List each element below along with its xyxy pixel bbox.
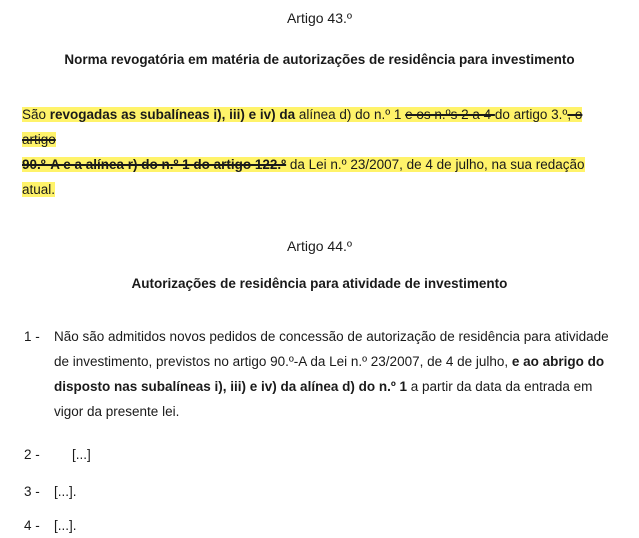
item-text: [...].: [54, 518, 77, 533]
item-number: 4 -: [24, 518, 40, 533]
highlight-line-1: São revogadas as subalíneas i), iii) e iv) da alínea d) do n.º 1 e os n.ºs 2 a 4 do artigo 3.º, o artigo 90.º-A e a alínea r) do n.º 1 do artigo 122.º da Lei n.º 23/2007, de 4 de julho, na sua redação atual.: [22, 107, 585, 197]
article-43-number: Artigo 43.º: [286, 10, 353, 26]
item-number: 2 -: [24, 447, 40, 462]
struck-text: , o artigo: [22, 107, 583, 147]
item-number: 1 -: [24, 329, 40, 344]
item-text: Não são admitidos novos pedidos de concessão de autorização de residência para atividade de investimento, previstos no artigo 90.º-A da Lei n.º 23/2007, de 4 de julho, e ao abrigo do disposto nas subalíneas i), iii) e iv) da alínea d) do n.º 1 a partir da data da entrada em vigor da presente lei.: [54, 329, 609, 419]
struck-text: e os n.ºs 2 a 4: [405, 107, 495, 122]
item-text: [...].: [54, 484, 77, 499]
article-44-title: Autorizações de residência para atividade de investimento: [131, 276, 508, 291]
item-number: 3 -: [24, 484, 40, 499]
article-43-paragraph: [22, 102, 618, 202]
article-43-title: Norma revogatória em matéria de autorizações de residência para investimento: [64, 52, 575, 67]
article-44-number: Artigo 44.º: [286, 238, 353, 254]
struck-text: 90.º-A e a alínea r) do n.º 1 do artigo 122.º: [22, 157, 287, 172]
item-text: [...]: [72, 447, 91, 462]
